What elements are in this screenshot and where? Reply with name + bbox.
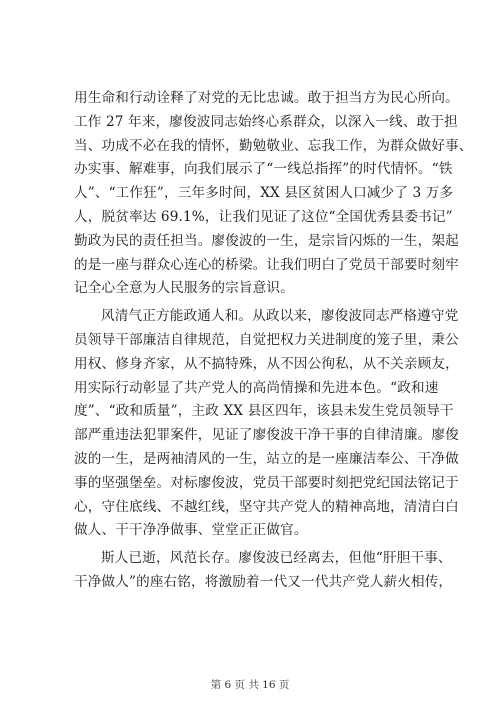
text-line: 当、功成不必在我的情怀，勤勉敬业、忘我工作，为群众做好事、 xyxy=(74,137,473,154)
text-line: 办实事、解难事，向我们展示了“一线总指挥”的时代情怀。“铁 xyxy=(74,161,453,178)
text-line: 人，脱贫率达 69.1%，让我们见证了这位“全国优秀县委书记” xyxy=(74,208,453,225)
text-line: 勤政为民的责任担当。廖俊波的一生，是宗旨闪烁的一生，架起 xyxy=(74,232,459,249)
text-line: 事的坚强堡垒。对标廖俊波，党员干部要时刻把党纪国法铭记于 xyxy=(74,474,459,491)
text-line: 记全心全意为人民服务的宗旨意识。 xyxy=(74,280,294,297)
text-line: 度”、“政和质量”，主政 XX 县区四年，该县未发生党员领导干 xyxy=(74,403,454,420)
text-line: 波的一生，是两袖清风的一生，站立的是一座廉洁奉公、干净做 xyxy=(74,450,459,467)
text-line: 用权、修身齐家，从不搞特殊，从不因公徇私，从不关亲顾友， xyxy=(74,355,459,372)
text-line: 部严重违法犯罪案件，见证了廖俊波干净干事的自律清廉。廖俊 xyxy=(74,427,459,444)
page-number-footer: 第 6 页 共 16 页 xyxy=(210,679,290,691)
text-line: 的是一座与群众心连心的桥梁。让我们明白了党员干部要时刻牢 xyxy=(74,256,459,273)
text-line: 人”、“工作狂”，三年多时间，XX 县区贫困人口减少了 3 万多 xyxy=(74,185,454,202)
document-body xyxy=(74,87,473,595)
text-line: 用生命和行动诠释了对党的无比忠诚。敢于担当方为民心所向。 xyxy=(74,90,459,106)
text-line: 用实际行动彰显了共产党人的高尚情操和先进本色。“政和速 xyxy=(74,379,439,396)
text-line: 员领导干部廉洁自律规范，自觉把权力关进制度的笼子里，秉公 xyxy=(74,331,459,348)
text-line: 做人、干干净净做事、堂堂正正做官。 xyxy=(74,522,308,539)
paragraph-first-line: 风清气正方能政通人和。从政以来，廖俊波同志严格遵守党 xyxy=(101,308,459,325)
paragraph-first-line: 斯人已逝，风范长存。廖俊波已经离去，但他“肝胆干事、 xyxy=(101,550,452,567)
text-line: 干净做人”的座右铭，将激励着一代又一代共产党人薪火相传， xyxy=(74,573,453,590)
text-line: 心，守住底线、不越红线，坚守共产党人的精神高地，清清白白 xyxy=(74,498,459,515)
text-line: 工作 27 年来，廖俊波同志始终心系群众，以深入一线、敢于担 xyxy=(74,113,458,130)
